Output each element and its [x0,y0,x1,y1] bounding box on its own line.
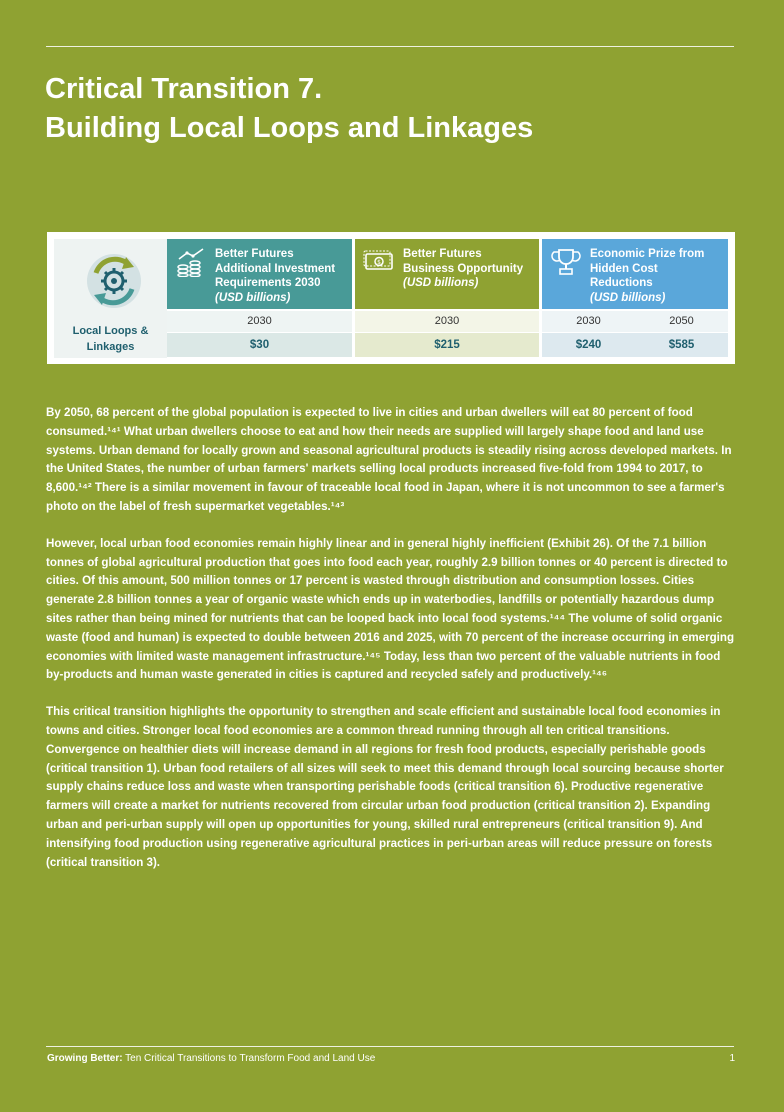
svg-text:$: $ [377,259,381,266]
value-cell: $30 [167,333,352,357]
value-cell: $585 [668,339,695,351]
heading-text: Better Futures Additional Investment Requirements 2030 [215,248,336,289]
top-divider [46,46,734,47]
row-header-cell [54,239,167,358]
title-line-2: Building Local Loops and Linkages [45,112,534,144]
year-cell: 2050 [669,315,694,327]
year-cell: 2030 [355,311,539,332]
value-cell: $215 [355,333,539,357]
heading-unit: (USD billions) [590,291,666,304]
year-row [542,311,728,332]
year-cell: 2030 [576,315,601,327]
title-line-1: Critical Transition 7. [45,73,323,105]
value-row [542,333,728,357]
year-cell: 2030 [167,311,352,332]
heading-unit: (USD billions) [215,291,291,304]
footer [47,1053,375,1064]
column-header-economic-prize [542,239,728,309]
paragraph-2: However, local urban food economies remain highly linear and in general highly inefficient (Exhibit 26). Of the 7.1 billion tonnes of global agricultural production that goes into food each year, roughly 2.9 billion tonnes or 40 percent is directed to cities. Of this amount, 500 million tonnes or 17 percent is wasted through distribution and consumption losses. Cities generate 2.8 billion tonnes a year of organic waste which ends up in waterbodies, landfills or potentially hazardous dump sites rather than being mined for nutrients that can be looped back into local food systems.¹⁴⁴ The volume of solid organic waste (food and human) is expected to double between 2016 and 2025, with 70 percent of the increase occurring in emerging economies with limited waste management infrastructure.¹⁴⁵ Today, less than two percent of the valuable nutrients in food by-products and human waste generated in cities is captured and recycled safely and productively.¹⁴⁶ [46,536,735,682]
heading-text: Better Futures Business Opportunity [403,248,524,275]
page-number: 1 [729,1053,735,1064]
page-title [45,70,735,148]
row-label: Local Loops & Linkages [72,325,149,353]
recycling-gear-icon [84,251,144,311]
column-header-investment [167,239,352,309]
trophy-icon [550,247,582,277]
coins-growth-icon [175,247,207,277]
paragraph-1: By 2050, 68 percent of the global population is expected to live in cities and urban dwellers will eat 80 percent of food consumed.¹⁴¹ What urban dwellers choose to eat and how their needs are supplied will largely shape food and land use systems. Urban demand for locally grown and seasonal agricultural products is steadily rising across developed markets. In the United States, the number of urban farmers' markets selling local products increased five-fold from 1994 to 2017, to 8,600.¹⁴² There is a similar movement in favour of traceable local food in Japan, where it is not uncommon to see a farmer's photo on the label of fresh supermarket vegetables.¹⁴³ [46,406,732,513]
column-heading [403,247,533,291]
bottom-divider [46,1046,734,1047]
footer-subtitle: Ten Critical Transitions to Transform Food and Land Use [122,1053,376,1064]
value-cell: $240 [575,339,602,351]
column-heading [590,247,722,305]
column-header-business-opportunity [355,239,539,309]
heading-unit: (USD billions) [403,277,479,289]
banknote-icon [363,247,395,277]
heading-text: Economic Prize from Hidden Cost Reductions [590,248,705,289]
footer-publication: Growing Better: [47,1053,123,1064]
column-heading [215,247,346,305]
paragraph-3: This critical transition highlights the opportunity to strengthen and scale efficient and sustainable local food economies in towns and cities. Stronger local food economies are a common thread running through all ten critical transitions. Convergence on healthier diets will increase demand in all regions for fresh food products, especially perishable goods (critical transition 1). Urban food retailers of all sizes will seek to meet this demand through local sourcing because shorter supply chains reduce loss and waste when transporting perishable foods (critical transition 6). Productive regenerative farmers will create a market for nutrients recovered from circular urban food production (critical transition 2). Expanding urban and peri-urban supply will open up opportunities for young, skilled rural entrepreneurs (critical transition 9). And intensifying food production using regenerative agricultural practices in peri-urban areas will reduce pressure on forests (critical transition 3). [46,705,724,869]
body-text [46,404,736,890]
summary-table [47,232,735,364]
